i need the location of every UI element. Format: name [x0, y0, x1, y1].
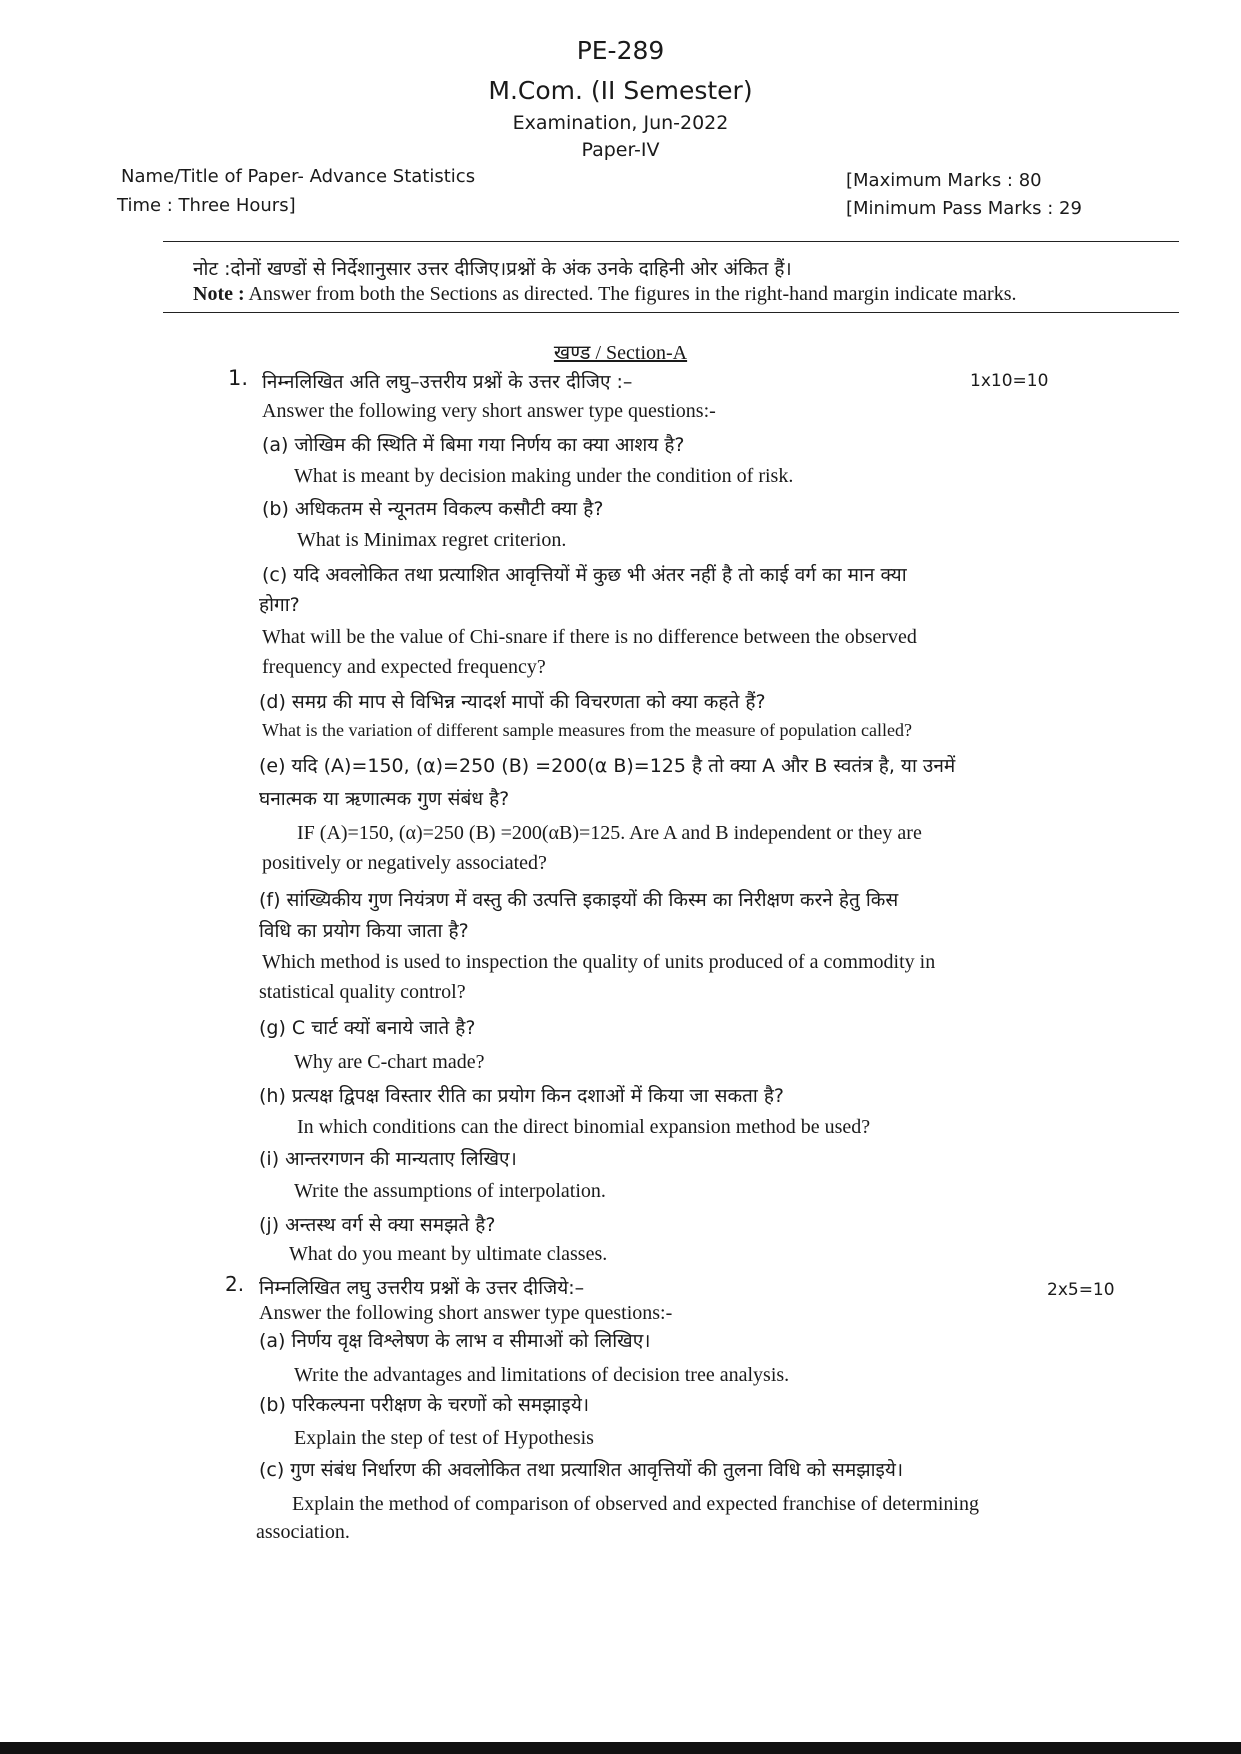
q1h-hindi: (h) प्रत्यक्ष द्विपक्ष विस्तार रीति का प्रयोग किन दशाओं में किया जा सकता है?: [259, 1085, 785, 1107]
q1f-hindi-line1: (f) सांख्यिकीय गुण नियंत्रण में वस्तु की उत्पत्ति इकाइयों की किस्म का निरीक्षण करने हेतु किस: [259, 889, 899, 911]
maximum-marks: [Maximum Marks : 80: [846, 170, 1042, 191]
q1c-english-line1: What will be the value of Chi-snare if there is no difference between the observed: [262, 626, 917, 648]
q1e-english-line2: positively or negatively associated?: [262, 852, 547, 874]
q1f-english-line1: Which method is used to inspection the quality of units produced of a commodity in: [262, 951, 936, 973]
q2c-hindi: (c) गुण संबंध निर्धारण की अवलोकित तथा प्रत्याशित आवृत्तियों की तुलना विधि को समझाइये।: [259, 1459, 904, 1481]
q1a-hindi: (a) जोखिम की स्थिति में बिमा गया निर्णय का क्या आशय है?: [262, 434, 685, 456]
q1f-english-line2: statistical quality control?: [259, 981, 466, 1003]
q1b-english: What is Minimax regret criterion.: [297, 529, 567, 551]
top-divider: [163, 241, 1179, 242]
q1-number: 1.: [228, 366, 249, 390]
section-a-title: खण्ड / Section-A: [553, 342, 688, 364]
q1b-hindi: (b) अधिकतम से न्यूनतम विकल्प कसौटी क्या है?: [262, 498, 604, 520]
q1j-hindi: (j) अन्तस्थ वर्ग से क्या समझते है?: [259, 1214, 496, 1236]
minimum-pass-marks: [Minimum Pass Marks : 29: [846, 198, 1082, 219]
q2b-english: Explain the step of test of Hypothesis: [294, 1427, 594, 1449]
paper-number: Paper-IV: [581, 139, 660, 161]
q2b-hindi: (b) परिकल्पना परीक्षण के चरणों को समझाइये।: [259, 1394, 590, 1416]
q1f-hindi-line2: विधि का प्रयोग किया जाता है?: [259, 920, 469, 942]
q2-number: 2.: [225, 1272, 245, 1296]
paper-title: Name/Title of Paper- Advance Statistics: [121, 166, 476, 187]
q2a-hindi: (a) निर्णय वृक्ष विश्लेषण के लाभ व सीमाओं को लिखिए।: [259, 1330, 651, 1352]
q1e-hindi-line1: (e) यदि (A)=150, (α)=250 (B) =200(α B)=125 है तो क्या A और B स्वतंत्र है, या उनमें: [259, 755, 956, 777]
q1g-hindi: (g) C चार्ट क्यों बनाये जाते है?: [259, 1017, 476, 1039]
note-label: Note :: [193, 283, 245, 305]
q1i-english: Write the assumptions of interpolation.: [294, 1180, 606, 1202]
q1d-english: What is the variation of different sample measures from the measure of population called?: [262, 720, 912, 740]
q2c-english-line1: Explain the method of comparison of observed and expected franchise of determining: [292, 1493, 979, 1515]
q2-english: Answer the following short answer type questions:-: [259, 1302, 673, 1324]
q1i-hindi: (i) आन्तरगणन की मान्यताए लिखिए।: [259, 1148, 517, 1170]
q1c-hindi-line2: होगा?: [259, 594, 300, 616]
q1-hindi: निम्नलिखित अति लघु–उत्तरीय प्रश्नों के उत्तर दीजिए :–: [262, 371, 633, 393]
note-hindi: नोट :दोनों खण्डों से निर्देशानुसार उत्तर दीजिए।प्रश्नों के अंक उनके दाहिनी ओर अंकित हैं।: [193, 258, 792, 280]
q1e-english-line1: IF (A)=150, (α)=250 (B) =200(αB)=125. Are A and B independent or they are: [297, 822, 922, 844]
q1d-hindi: (d) समग्र की माप से विभिन्न न्यादर्श मापों की विचरणता को क्या कहते हैं?: [259, 691, 766, 713]
note-english: [193, 283, 1017, 306]
q1-marks: 1x10=10: [970, 371, 1049, 391]
note-divider: [163, 312, 1179, 313]
q2a-english: Write the advantages and limitations of decision tree analysis.: [294, 1364, 790, 1386]
q1c-hindi-line1: (c) यदि अवलोकित तथा प्रत्याशित आवृत्तियों में कुछ भी अंतर नहीं है तो काई वर्ग का मान क्या: [262, 564, 907, 586]
scan-bottom-edge: [0, 1742, 1241, 1754]
q2c-english-line2: association.: [256, 1521, 350, 1543]
q1e-hindi-line2: घनात्मक या ऋणात्मक गुण संबंध है?: [259, 788, 510, 810]
q2-hindi: निम्नलिखित लघु उत्तरीय प्रश्नों के उत्तर दीजिये:–: [259, 1277, 585, 1299]
paper-code: PE-289: [576, 36, 665, 65]
note-text: Answer from both the Sections as directed. The figures in the right-hand margin indicate marks.: [248, 283, 1017, 305]
course-name: M.Com. (II Semester): [488, 76, 753, 105]
q1g-english: Why are C-chart made?: [294, 1051, 485, 1073]
q1a-english: What is meant by decision making under the condition of risk.: [294, 465, 794, 487]
q1c-english-line2: frequency and expected frequency?: [262, 656, 546, 678]
q1j-english: What do you meant by ultimate classes.: [289, 1243, 608, 1265]
time-allowed: Time : Three Hours]: [117, 195, 296, 216]
q1-english: Answer the following very short answer type questions:-: [262, 400, 716, 422]
exam-session: Examination, Jun-2022: [512, 112, 729, 134]
q2-marks: 2x5=10: [1047, 1280, 1115, 1300]
q1h-english: In which conditions can the direct binomial expansion method be used?: [297, 1116, 871, 1138]
